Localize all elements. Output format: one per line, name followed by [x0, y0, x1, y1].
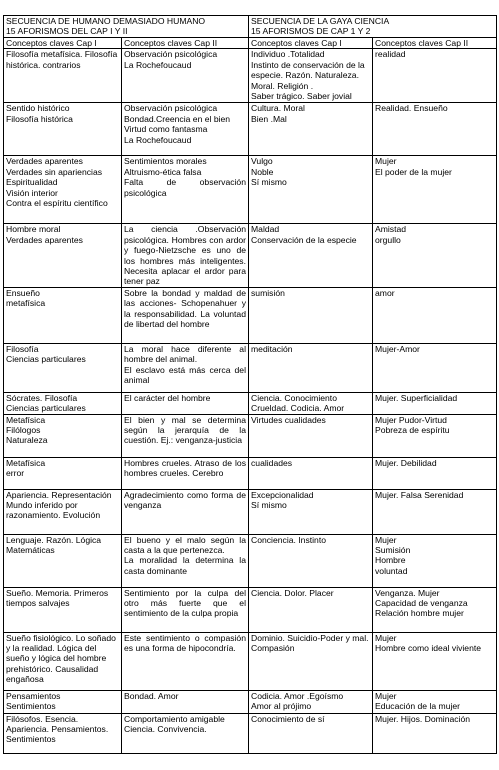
table-cell: Hombre moral Verdades aparentes: [4, 224, 122, 287]
table-cell: Hombres crueles. Atraso de los hombres crueles. Cerebro: [122, 457, 249, 489]
table-row: [4, 713, 497, 753]
table-cell: Ciencia. Dolor. Placer: [249, 587, 373, 632]
table-cell: Mujer Sumisión Hombre voluntad: [373, 534, 497, 587]
table-cell: Sentimiento por la culpa del otro más fuerte que el sentimiento de la culpa propia: [122, 587, 249, 632]
table-cell: Sócrates. Filosofía Ciencias particulares: [4, 392, 122, 414]
concepts-table-body: [4, 16, 497, 754]
column-header: Conceptos claves Cap II: [373, 38, 497, 49]
table-cell: cualidades: [249, 457, 373, 489]
table-cell: El carácter del hombre: [122, 392, 249, 414]
column-header-row: [4, 38, 497, 49]
title-row: [4, 16, 497, 38]
table-cell: Observación psicológica Bondad.Creencia en el bien Virtud como fantasma La Rochefoucaud: [122, 103, 249, 156]
table-cell: Sueño fisiológico. Lo soñado y la realidad. Lógica del sueño y lógica del hombre prehistórico. Causalidad engañosa: [4, 632, 122, 690]
table-cell: Verdades aparentes Verdades sin apariencias Espiritualidad Visión interior Contra el espíritu científico: [4, 156, 122, 224]
table-cell: Mujer Hombre como ideal viviente: [373, 632, 497, 690]
table-cell: Maldad Conservación de la especie: [249, 224, 373, 287]
table-cell: Este sentimiento o compasión es una forma de hipocondría.: [122, 632, 249, 690]
table-cell: Individuo .Totalidad Instinto de conservación de la especie. Razón. Naturaleza. Moral. Religión . Saber trágico. Saber jovial: [249, 49, 373, 103]
table-row: [4, 49, 497, 103]
table-cell: sumisión: [249, 287, 373, 343]
table-row: [4, 632, 497, 690]
table-cell: Cultura. Moral Bien .Mal: [249, 103, 373, 156]
table-cell: Mujer. Debilidad: [373, 457, 497, 489]
column-header: Conceptos claves Cap I: [249, 38, 373, 49]
table-cell: Sentimientos morales Altruismo-ética falsa Falta de observación psicológica: [122, 156, 249, 224]
table-row: [4, 587, 497, 632]
table-cell: realidad: [373, 49, 497, 103]
table-cell: Bondad. Amor: [122, 690, 249, 713]
table-cell: amor: [373, 287, 497, 343]
column-header: Conceptos claves Cap I: [4, 38, 122, 49]
table-cell: meditación: [249, 343, 373, 392]
table-cell: Apariencia. Representación Mundo inferido por razonamiento. Evolución: [4, 489, 122, 534]
table-cell: Codicia. Amor .Egoísmo Amor al prójimo: [249, 690, 373, 713]
table-cell: Filosofía Ciencias particulares: [4, 343, 122, 392]
table-cell: Mujer-Amor: [373, 343, 497, 392]
table-cell: El bueno y el malo según la casta a la que pertenezca. La moralidad la determina la casta dominante: [122, 534, 249, 587]
table-cell: Comportamiento amigable Ciencia. Convivencia.: [122, 713, 249, 753]
table-cell: Observación psicológica La Rochefoucaud: [122, 49, 249, 103]
table-cell: Filosofía metafísica. Filosofía histórica. contrarios: [4, 49, 122, 103]
table-cell: Metafísica Filólogos Naturaleza: [4, 414, 122, 457]
table-cell: Mujer Pudor-Virtud Pobreza de espíritu: [373, 414, 497, 457]
column-header: Conceptos claves Cap II: [122, 38, 249, 49]
title-right: SECUENCIA DE LA GAYA CIENCIA 15 AFORISMOS DE CAP 1 Y 2: [249, 16, 497, 38]
table-cell: Vulgo Noble Sí mismo: [249, 156, 373, 224]
table-row: [4, 287, 497, 343]
table-cell: Filósofos. Esencia. Apariencia. Pensamientos. Sentimientos: [4, 713, 122, 753]
table-cell: Conocimiento de sí: [249, 713, 373, 753]
table-row: [4, 414, 497, 457]
table-cell: Pensamientos Sentimientos: [4, 690, 122, 713]
table-cell: Agradecimiento como forma de venganza: [122, 489, 249, 534]
table-cell: La moral hace diferente al hombre del animal. El esclavo está más cerca del animal: [122, 343, 249, 392]
table-cell: Sentido histórico Filosofía histórica: [4, 103, 122, 156]
table-row: [4, 457, 497, 489]
table-cell: Sobre la bondad y maldad de las acciones- Schopenahuer y la responsabilidad. La voluntad de libertad del hombre: [122, 287, 249, 343]
concepts-table: [3, 15, 497, 754]
table-row: [4, 343, 497, 392]
title-left: SECUENCIA DE HUMANO DEMASIADO HUMANO 15 AFORISMOS DEL CAP I Y II: [4, 16, 249, 38]
table-row: [4, 489, 497, 534]
table-cell: Ciencia. Conocimiento Crueldad. Codicia. Amor: [249, 392, 373, 414]
table-row: [4, 156, 497, 224]
table-cell: Mujer Educación de la mujer: [373, 690, 497, 713]
table-cell: Excepcionalidad Sí mismo: [249, 489, 373, 534]
table-row: [4, 690, 497, 713]
table-row: [4, 103, 497, 156]
table-cell: Mujer El poder de la mujer: [373, 156, 497, 224]
table-cell: Ensueño metafísica: [4, 287, 122, 343]
table-cell: Venganza. Mujer Capacidad de venganza Relación hombre mujer: [373, 587, 497, 632]
table-cell: Virtudes cualidades: [249, 414, 373, 457]
table-cell: Sueño. Memoria. Primeros tiempos salvajes: [4, 587, 122, 632]
table-row: [4, 534, 497, 587]
table-cell: Mujer. Falsa Serenidad: [373, 489, 497, 534]
table-cell: Realidad. Ensueño: [373, 103, 497, 156]
table-cell: La ciencia .Observación psicológica. Hombres con ardor y fuego-Nietzsche es uno de los hombres más inteligentes. Necesita aplacar el ardor para tener paz: [122, 224, 249, 287]
table-cell: El bien y mal se determina según la jerarquía de la cuestión. Ej.: venganza-justicia: [122, 414, 249, 457]
table-cell: Mujer. Superficialidad: [373, 392, 497, 414]
table-cell: Lenguaje. Razón. Lógica Matemáticas: [4, 534, 122, 587]
table-cell: Amistad orgullo: [373, 224, 497, 287]
table-cell: Metafísica error: [4, 457, 122, 489]
table-row: [4, 392, 497, 414]
table-cell: Conciencia. Instinto: [249, 534, 373, 587]
table-cell: Mujer. Hijos. Dominación: [373, 713, 497, 753]
table-cell: Dominio. Suicidio-Poder y mal. Compasión: [249, 632, 373, 690]
table-row: [4, 224, 497, 287]
